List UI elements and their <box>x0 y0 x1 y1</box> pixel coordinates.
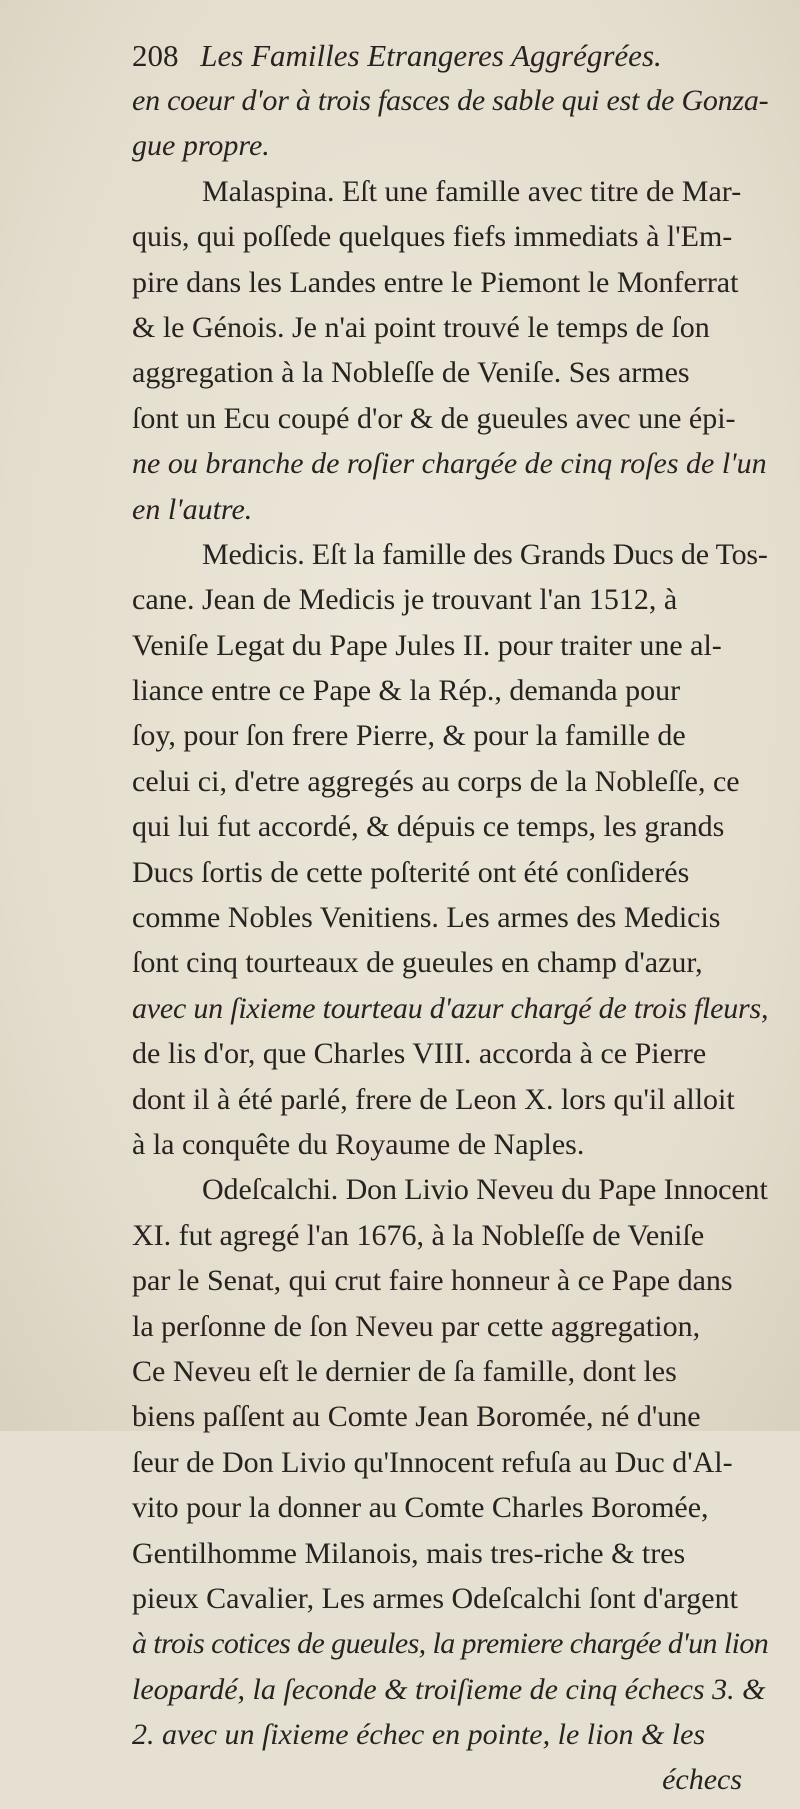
text-line: comme Nobles Venitiens. Les armes des Medicis <box>132 901 721 935</box>
text-line: & le Génois. Je n'ai point trouvé le temps de ſon <box>132 310 710 344</box>
text-line: ſoy, pour ſon frere Pierre, & pour la famille de <box>132 719 686 753</box>
text-line: pire dans les Landes entre le Piemont le Monferrat <box>132 265 739 299</box>
text-line: 2. avec un ſixieme échec en pointe, le lion & les <box>132 1718 706 1752</box>
body-text <box>132 84 772 1809</box>
text-line: Ducs ſortis de cette poſterité ont été conſiderés <box>132 855 690 889</box>
text-line: qui lui fut accordé, & dépuis ce temps, les grands <box>132 810 725 844</box>
text-line: XI. fut agregé l'an 1676, à la Nobleſſe de Veniſe <box>132 1218 705 1252</box>
text-line: en coeur d'or à trois fasces de sable qui est de Gonza- <box>132 84 769 117</box>
text-line: ſont cinq tourteaux de gueules en champ d'azur, <box>132 946 703 980</box>
text-line: à trois cotices de gueules, la premiere chargée d'un lion <box>132 1627 769 1661</box>
text-line: leopardé, la ſeconde & troiſieme de cinq échecs 3. & <box>132 1672 766 1706</box>
text-line: par le Senat, qui crut faire honneur à ce Pape dans <box>132 1264 733 1298</box>
text-line: ne ou branche de roſier chargée de cinq roſes de l'un <box>132 447 767 481</box>
text-line: vito pour la donner au Comte Charles Boromée, <box>132 1491 709 1525</box>
text-line: cane. Jean de Medicis je trouvant l'an 1512, à <box>132 583 678 617</box>
text-line: Ce Neveu eſt le dernier de ſa famille, dont les <box>132 1354 677 1388</box>
text-line: Medicis. Eſt la famille des Grands Ducs de Tos- <box>202 537 768 571</box>
running-header <box>132 38 772 78</box>
text-line: quis, qui poſſede quelques fiefs immediats à l'Em- <box>132 220 733 254</box>
catchword: échecs <box>662 1763 742 1797</box>
text-line: de lis d'or, que Charles VIII. accorda à ce Pierre <box>132 1037 707 1071</box>
text-line: ſeur de Don Livio qu'Innocent refuſa au Duc d'Al- <box>132 1445 733 1479</box>
text-line: avec un ſixieme tourteau d'azur chargé de trois fleurs, <box>132 991 769 1025</box>
text-line: Malaspina. Eſt une famille avec titre de Mar- <box>202 174 742 208</box>
text-line: biens paſſent au Comte Jean Boromée, né d'une <box>132 1400 701 1434</box>
text-line: aggregation à la Nobleſſe de Veniſe. Ses armes <box>132 356 690 390</box>
text-line: Gentilhomme Milanois, mais tres-riche & tres <box>132 1536 686 1570</box>
text-line: pieux Cavalier, Les armes Odeſcalchi ſont d'argent <box>132 1581 738 1615</box>
running-title: Les Familles Etrangeres Aggrégrées. <box>200 38 662 73</box>
text-line: à la conquête du Royaume de Naples. <box>132 1127 585 1161</box>
text-line: ſont un Ecu coupé d'or & de gueules avec une épi- <box>132 401 736 435</box>
text-line: liance entre ce Pape & la Rép., demanda pour <box>132 674 681 708</box>
text-line: la perſonne de ſon Neveu par cette aggregation, <box>132 1309 701 1343</box>
text-line: Veniſe Legat du Pape Jules II. pour traiter une al- <box>132 628 722 662</box>
page-number: 208 <box>132 38 179 73</box>
text-line: celui ci, d'etre aggregés au corps de la Nobleſſe, ce <box>132 764 740 798</box>
text-line: Odeſcalchi. Don Livio Neveu du Pape Innocent <box>202 1173 768 1207</box>
text-line: dont il à été parlé, frere de Leon X. lors qu'il alloit <box>132 1082 735 1116</box>
text-line: en l'autre. <box>132 492 253 526</box>
text-line: gue propre. <box>132 129 270 163</box>
